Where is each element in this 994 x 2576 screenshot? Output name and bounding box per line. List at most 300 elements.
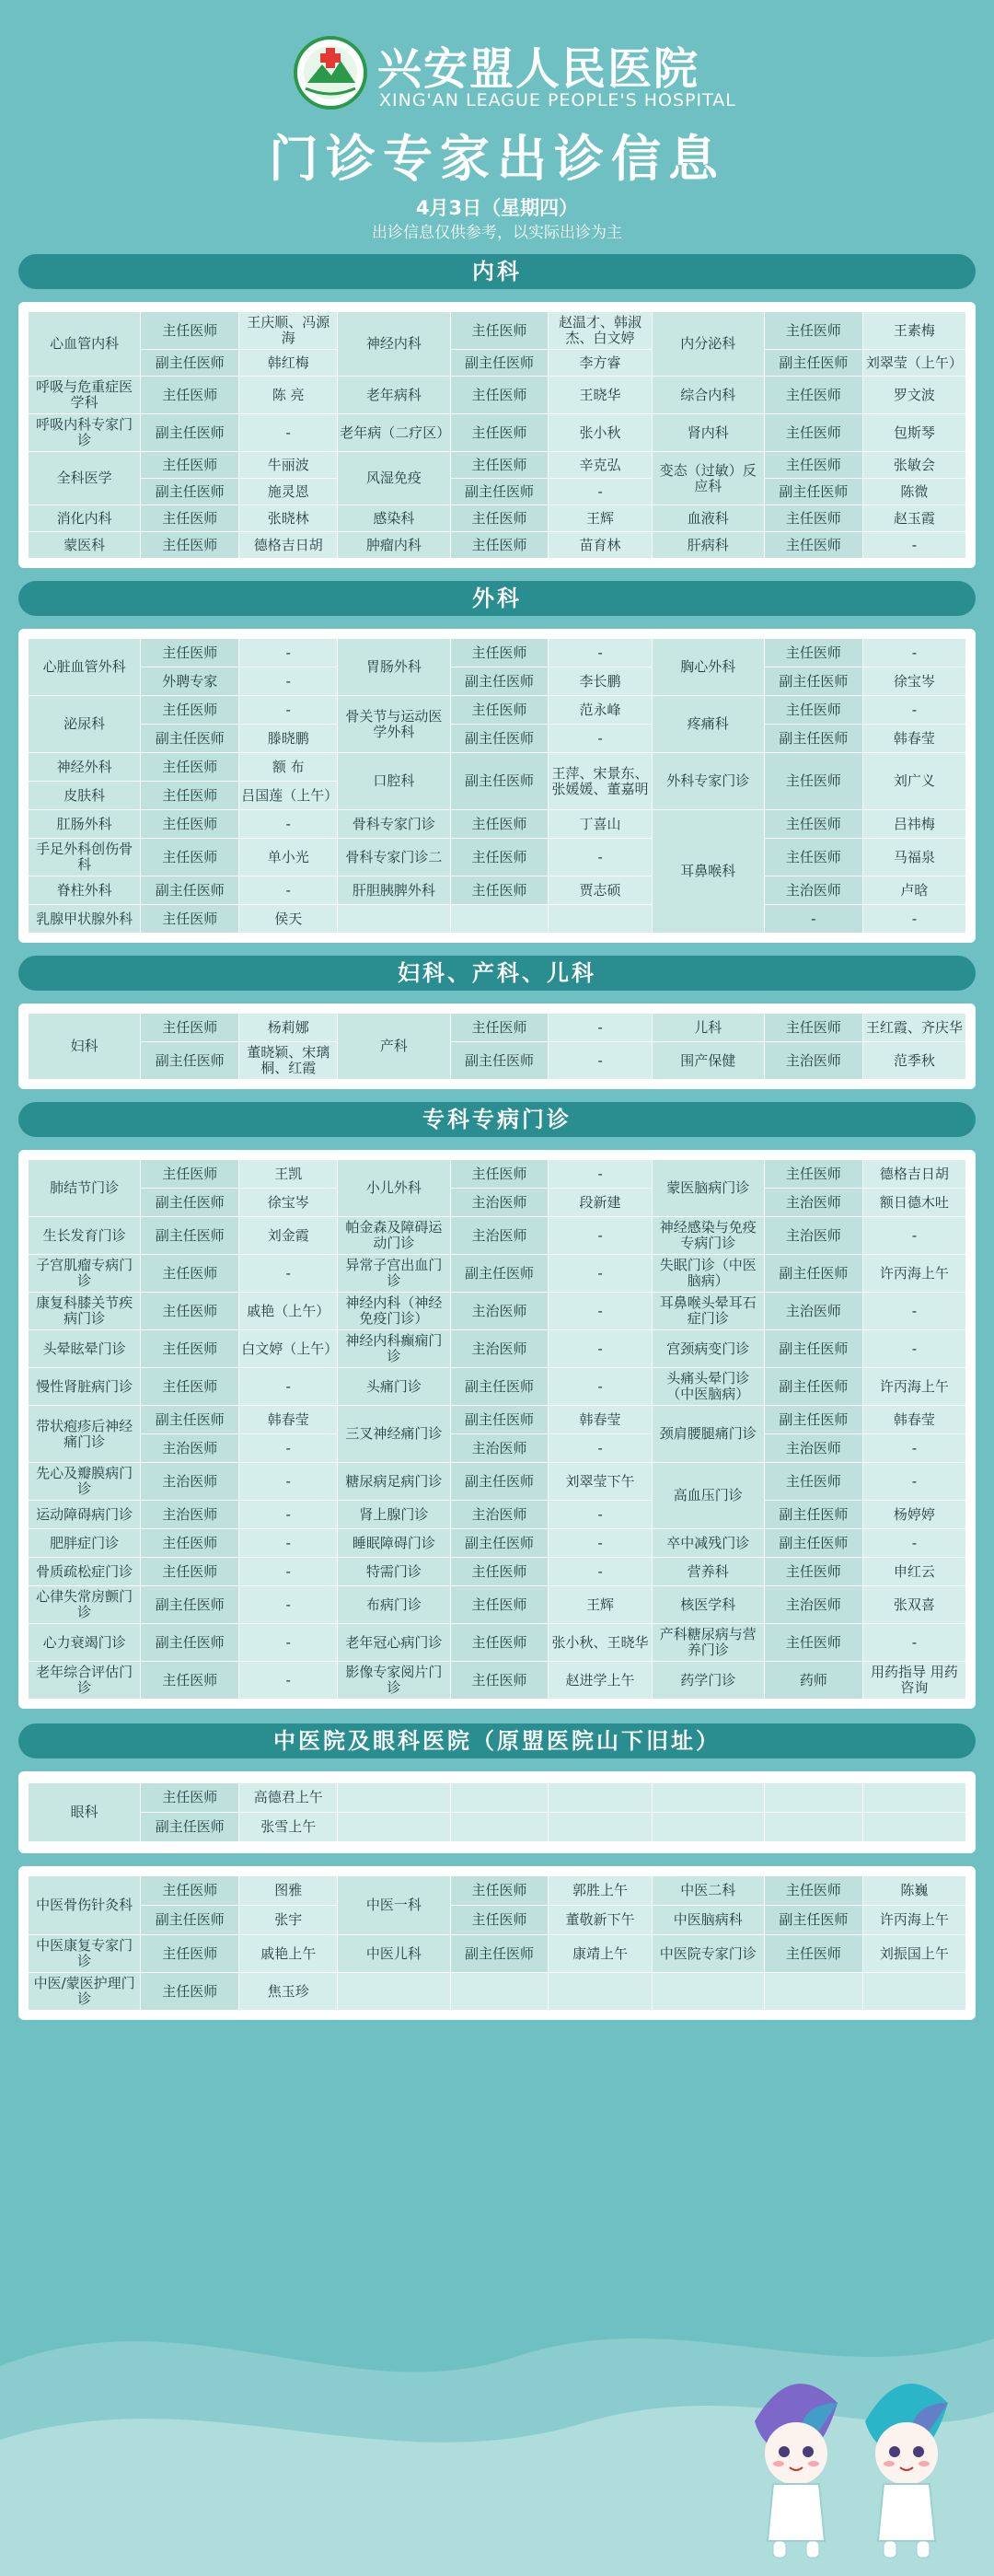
- doctor-title-cell: 主治医师: [450, 1501, 549, 1529]
- doctor-title-cell: 主任医师: [764, 377, 862, 414]
- doctor-title-cell: 主任医师: [141, 1014, 239, 1042]
- doctor-title-cell: 副主任医师: [450, 1042, 549, 1080]
- doctor-name-cell: -: [862, 1529, 965, 1558]
- doctor-title-cell: 主任医师: [450, 505, 549, 532]
- doctor-title-cell: 主治医师: [450, 1434, 549, 1463]
- doctor-name-cell: -: [239, 1463, 338, 1501]
- doctor-name-cell: -: [549, 725, 652, 753]
- department-cell: 中医脑病科: [652, 1906, 764, 1935]
- doctor-title-cell: 主任医师: [141, 1368, 239, 1406]
- doctor-title-cell: 副主任医师: [141, 725, 239, 753]
- department-cell: 老年综合评估门诊: [29, 1662, 141, 1700]
- doctor-title-cell: 主治医师: [764, 1217, 862, 1255]
- department-cell: 带状疱疹后神经痛门诊: [29, 1406, 141, 1463]
- doctor-title-cell: 主治医师: [764, 876, 862, 905]
- department-cell: 胸心外科: [652, 639, 764, 696]
- empty-cell: [450, 1973, 549, 2011]
- doctor-title-cell: 主任医师: [450, 452, 549, 479]
- doctor-name-cell: 张敏会: [862, 452, 965, 479]
- department-cell: 康复科膝关节疾病门诊: [29, 1293, 141, 1330]
- department-cell: 睡眠障碍门诊: [338, 1529, 450, 1558]
- department-cell: 肾内科: [652, 414, 764, 452]
- doctor-title-cell: 副主任医师: [141, 414, 239, 452]
- doctor-name-cell: -: [239, 1586, 338, 1624]
- table-row: [29, 725, 966, 753]
- doctor-name-cell: 韩春莹: [862, 1406, 965, 1434]
- doctor-name-cell: 张小秋: [549, 414, 652, 452]
- doctor-name-cell: 张双喜: [862, 1586, 965, 1624]
- doctor-title-cell: 主治医师: [450, 1293, 549, 1330]
- doctor-name-cell: 董敬新下午: [549, 1906, 652, 1935]
- department-cell: 药学门诊: [652, 1662, 764, 1700]
- doctor-title-cell: 主任医师: [450, 1624, 549, 1662]
- department-cell: 围产保健: [652, 1042, 764, 1080]
- section-title: 内科: [18, 254, 976, 289]
- department-cell: 骨科专家门诊: [338, 810, 450, 839]
- doctor-title-cell: 主任医师: [141, 505, 239, 532]
- doctor-name-cell: -: [549, 1217, 652, 1255]
- doctor-name-cell: 范季秋: [862, 1042, 965, 1080]
- doctor-name-cell: 包斯琴: [862, 414, 965, 452]
- doctor-title-cell: 主任医师: [450, 876, 549, 905]
- table-row: [29, 1935, 966, 1973]
- department-cell: 呼吸内科专家门诊: [29, 414, 141, 452]
- doctor-name-cell: 刘广义: [862, 753, 965, 810]
- department-cell: 头痛头晕门诊（中医脑病）: [652, 1368, 764, 1406]
- table-row: [29, 1330, 966, 1368]
- mascot-icon: [736, 2366, 966, 2569]
- table-row: [29, 377, 966, 414]
- doctor-name-cell: 卢晗: [862, 876, 965, 905]
- doctor-name-cell: -: [549, 639, 652, 667]
- doctor-title-cell: 副主任医师: [141, 350, 239, 377]
- department-cell: 神经内科癫痫门诊: [338, 1330, 450, 1368]
- table-row: [29, 839, 966, 876]
- department-cell: 头晕眩晕门诊: [29, 1330, 141, 1368]
- department-cell: 失眠门诊（中医脑病）: [652, 1255, 764, 1293]
- department-cell: 中医康复专家门诊: [29, 1935, 141, 1973]
- doctor-title-cell: 主治医师: [141, 1463, 239, 1501]
- doctor-title-cell: 主任医师: [764, 839, 862, 876]
- department-cell: 蒙医脑病门诊: [652, 1160, 764, 1217]
- doctor-name-cell: 辛克弘: [549, 452, 652, 479]
- department-cell: 口腔科: [338, 753, 450, 810]
- doctor-title-cell: 主任医师: [764, 414, 862, 452]
- doctor-title-cell: 主任医师: [764, 1160, 862, 1189]
- table-row: [29, 1217, 966, 1255]
- doctor-title-cell: 主任医师: [764, 810, 862, 839]
- doctor-name-cell: 王红霞、齐庆华: [862, 1014, 965, 1042]
- table-row: [29, 1624, 966, 1662]
- doctor-name-cell: 杨婷婷: [862, 1501, 965, 1529]
- doctor-name-cell: -: [862, 639, 965, 667]
- doctor-title-cell: 主任医师: [764, 1463, 862, 1501]
- doctor-name-cell: -: [549, 1014, 652, 1042]
- tcm-section: [18, 1723, 976, 2020]
- doctor-name-cell: -: [239, 1558, 338, 1586]
- department-cell: 肺结节门诊: [29, 1160, 141, 1217]
- table-row: [29, 1368, 966, 1406]
- doctor-title-cell: 主任医师: [141, 1255, 239, 1293]
- doctor-name-cell: -: [862, 1217, 965, 1255]
- doctor-title-cell: 副主任医师: [141, 1624, 239, 1662]
- doctor-name-cell: -: [549, 1293, 652, 1330]
- doctor-title-cell: 副主任医师: [764, 1906, 862, 1935]
- doctor-title-cell: 外聘专家: [141, 667, 239, 696]
- doctor-title-cell: 副主任医师: [450, 753, 549, 810]
- doctor-title-cell: 副主任医师: [450, 1529, 549, 1558]
- doctor-title-cell: 主治医师: [141, 1501, 239, 1529]
- department-cell: 皮肤科: [29, 782, 141, 810]
- table-row: [29, 1558, 966, 1586]
- department-cell: 布病门诊: [338, 1586, 450, 1624]
- doctor-name-cell: 高德君上午: [239, 1783, 338, 1813]
- doctor-name-cell: 王辉: [549, 505, 652, 532]
- empty-cell: [549, 1813, 652, 1842]
- department-cell: 耳鼻喉科: [652, 810, 764, 934]
- doctor-title-cell: 主任医师: [141, 1160, 239, 1189]
- table-row: [29, 532, 966, 559]
- doctor-name-cell: 用药指导 用药咨询: [862, 1662, 965, 1700]
- table-row: [29, 905, 966, 934]
- doctor-title-cell: 副主任医师: [764, 1330, 862, 1368]
- department-cell: 老年病（二疗区）: [338, 414, 450, 452]
- doctor-name-cell: -: [549, 1330, 652, 1368]
- doctor-title-cell: 副主任医师: [764, 1501, 862, 1529]
- doctor-name-cell: 罗文波: [862, 377, 965, 414]
- schedule-table-card: [18, 1150, 976, 1709]
- schedule-section: [18, 956, 976, 1089]
- doctor-title-cell: 主任医师: [450, 312, 549, 350]
- department-cell: 手足外科创伤骨科: [29, 839, 141, 876]
- empty-cell: [652, 1783, 764, 1813]
- department-cell: 肛肠外科: [29, 810, 141, 839]
- doctor-name-cell: -: [549, 839, 652, 876]
- doctor-name-cell: 牛丽波: [239, 452, 338, 479]
- doctor-title-cell: 副主任医师: [450, 350, 549, 377]
- doctor-name-cell: -: [239, 1501, 338, 1529]
- department-cell: 心律失常房颤门诊: [29, 1586, 141, 1624]
- doctor-name-cell: 刘金霞: [239, 1217, 338, 1255]
- department-cell: 骨科专家门诊二: [338, 839, 450, 876]
- schedule-table: [28, 311, 966, 559]
- doctor-title-cell: 副主任医师: [450, 479, 549, 505]
- doctor-title-cell: 主任医师: [450, 414, 549, 452]
- doctor-title-cell: 主任医师: [450, 639, 549, 667]
- table-row: [29, 1293, 966, 1330]
- department-cell: 特需门诊: [338, 1558, 450, 1586]
- doctor-title-cell: 主治医师: [764, 1293, 862, 1330]
- doctor-name-cell: -: [239, 1662, 338, 1700]
- schedule-table: [28, 1159, 966, 1700]
- table-row: [29, 639, 966, 667]
- empty-cell: [338, 1813, 450, 1842]
- table-row: [29, 1783, 966, 1813]
- table-row: [29, 312, 966, 350]
- doctor-title-cell: 主任医师: [141, 452, 239, 479]
- schedule-note: 出诊信息仅供参考，以实际出诊为主: [372, 224, 622, 242]
- department-cell: 先心及瓣膜病门诊: [29, 1463, 141, 1501]
- department-cell: 三叉神经痛门诊: [338, 1406, 450, 1463]
- department-cell: 颈肩腰腿痛门诊: [652, 1406, 764, 1463]
- eye-table-card: [18, 1771, 976, 1853]
- doctor-title-cell: 主任医师: [450, 1586, 549, 1624]
- doctor-name-cell: 许丙海上午: [862, 1368, 965, 1406]
- doctor-title-cell: 主任医师: [450, 839, 549, 876]
- doctor-name-cell: 许丙海上午: [862, 1906, 965, 1935]
- doctor-title-cell: 副主任医师: [141, 1813, 239, 1842]
- empty-cell: [338, 1783, 450, 1813]
- department-cell: 中医院专家门诊: [652, 1935, 764, 1973]
- doctor-name-cell: 戚艳上午: [239, 1935, 338, 1973]
- table-row: [29, 876, 966, 905]
- department-cell: 产科糖尿病与营养门诊: [652, 1624, 764, 1662]
- page-header: [0, 0, 994, 249]
- doctor-name-cell: 赵温才、韩淑杰、白文婷: [549, 312, 652, 350]
- empty-cell: [450, 905, 549, 934]
- doctor-name-cell: -: [239, 1624, 338, 1662]
- doctor-name-cell: 张雪上午: [239, 1813, 338, 1842]
- department-cell: 高血压门诊: [652, 1463, 764, 1529]
- doctor-title-cell: 主任医师: [764, 696, 862, 725]
- doctor-name-cell: 韩春莹: [862, 725, 965, 753]
- empty-cell: [764, 1813, 862, 1842]
- doctor-name-cell: 马福泉: [862, 839, 965, 876]
- doctor-title-cell: 主任医师: [141, 1529, 239, 1558]
- schedule-table-card: [18, 1004, 976, 1089]
- doctor-name-cell: -: [239, 1434, 338, 1463]
- doctor-title-cell: 主任医师: [141, 696, 239, 725]
- department-cell: 神经内科: [338, 312, 450, 377]
- empty-cell: [764, 1973, 862, 2011]
- doctor-name-cell: 吕祎梅: [862, 810, 965, 839]
- department-cell: 糖尿病足病门诊: [338, 1463, 450, 1501]
- hospital-name-cn: 兴安盟人民医院: [377, 43, 700, 95]
- empty-cell: [862, 1783, 965, 1813]
- department-cell: 肿瘤内科: [338, 532, 450, 559]
- doctor-name-cell: -: [239, 667, 338, 696]
- doctor-title-cell: 副主任医师: [764, 479, 862, 505]
- doctor-title-cell: 副主任医师: [764, 1255, 862, 1293]
- doctor-title-cell: 主治医师: [764, 1434, 862, 1463]
- doctor-name-cell: 韩春莹: [239, 1406, 338, 1434]
- doctor-name-cell: -: [239, 876, 338, 905]
- department-cell: 血液科: [652, 505, 764, 532]
- doctor-title-cell: 主治医师: [764, 1042, 862, 1080]
- table-row: [29, 1906, 966, 1935]
- doctor-title-cell: 主任医师: [764, 1876, 862, 1906]
- table-row: [29, 479, 966, 505]
- doctor-name-cell: 戚艳（上午）: [239, 1293, 338, 1330]
- table-row: [29, 1160, 966, 1189]
- doctor-name-cell: -: [239, 1368, 338, 1406]
- doctor-name-cell: 康靖上午: [549, 1935, 652, 1973]
- department-cell: 感染科: [338, 505, 450, 532]
- doctor-name-cell: 苗育林: [549, 532, 652, 559]
- table-row: [29, 1434, 966, 1463]
- table-row: [29, 667, 966, 696]
- doctor-title-cell: 主任医师: [141, 639, 239, 667]
- empty-cell: [862, 1973, 965, 2011]
- doctor-title-cell: 主任医师: [764, 1624, 862, 1662]
- department-cell: 中医一科: [338, 1876, 450, 1935]
- doctor-name-cell: 陈微: [862, 479, 965, 505]
- doctor-title-cell: 副主任医师: [141, 479, 239, 505]
- doctor-name-cell: 范永峰: [549, 696, 652, 725]
- empty-cell: [450, 1813, 549, 1842]
- doctor-name-cell: 杨莉娜: [239, 1014, 338, 1042]
- doctor-title-cell: 主任医师: [141, 1973, 239, 2011]
- doctor-title-cell: 副主任医师: [764, 1529, 862, 1558]
- department-cell: 运动障碍病门诊: [29, 1501, 141, 1529]
- doctor-title-cell: 主任医师: [141, 1330, 239, 1368]
- schedule-table-card: [18, 629, 976, 943]
- doctor-name-cell: -: [862, 1463, 965, 1501]
- department-cell: 老年病科: [338, 377, 450, 414]
- doctor-title-cell: 主治医师: [450, 1217, 549, 1255]
- doctor-title-cell: 副主任医师: [764, 350, 862, 377]
- schedule-table-card: [18, 302, 976, 568]
- doctor-name-cell: -: [549, 1042, 652, 1080]
- table-row: [29, 1586, 966, 1624]
- department-cell: 乳腺甲状腺外科: [29, 905, 141, 934]
- department-cell: 肥胖症门诊: [29, 1529, 141, 1558]
- department-cell: 骨质疏松症门诊: [29, 1558, 141, 1586]
- department-cell: 全科医学: [29, 452, 141, 505]
- department-cell: 帕金森及障碍运动门诊: [338, 1217, 450, 1255]
- doctor-title-cell: 主任医师: [450, 810, 549, 839]
- table-row: [29, 810, 966, 839]
- section-title: 外科: [18, 581, 976, 616]
- doctor-name-cell: 王辉: [549, 1586, 652, 1624]
- doctor-name-cell: 德格吉日胡: [239, 532, 338, 559]
- department-cell: 核医学科: [652, 1586, 764, 1624]
- doctor-title-cell: 主任医师: [450, 377, 549, 414]
- department-cell: 变态（过敏）反应科: [652, 452, 764, 505]
- schedule-date: 4月3日（星期四）: [415, 197, 579, 219]
- doctor-name-cell: -: [862, 1434, 965, 1463]
- doctor-name-cell: -: [549, 1160, 652, 1189]
- doctor-name-cell: -: [549, 1501, 652, 1529]
- doctor-title-cell: 主任医师: [141, 1876, 239, 1906]
- department-cell: 中医/蒙医护理门诊: [29, 1973, 141, 2011]
- schedule-section: [18, 581, 976, 943]
- doctor-title-cell: 副主任医师: [141, 1406, 239, 1434]
- doctor-title-cell: 副主任医师: [450, 1463, 549, 1501]
- doctor-name-cell: 刘翠莹下午: [549, 1463, 652, 1501]
- department-cell: 脊柱外科: [29, 876, 141, 905]
- doctor-title-cell: 副主任医师: [141, 876, 239, 905]
- doctor-title-cell: 主治医师: [764, 1586, 862, 1624]
- hospital-name-en: XING'AN LEAGUE PEOPLE'S HOSPITAL: [379, 90, 736, 110]
- doctor-title-cell: 主任医师: [764, 1935, 862, 1973]
- doctor-title-cell: 主任医师: [450, 696, 549, 725]
- doctor-name-cell: -: [549, 1529, 652, 1558]
- department-cell: 中医骨伤针灸科: [29, 1876, 141, 1935]
- doctor-title-cell: 主任医师: [764, 753, 862, 810]
- doctor-title-cell: 主任医师: [141, 1293, 239, 1330]
- tcm-table-card: [18, 1866, 976, 2020]
- doctor-name-cell: 徐宝岑: [239, 1189, 338, 1217]
- doctor-name-cell: -: [239, 414, 338, 452]
- department-cell: 外科专家门诊: [652, 753, 764, 810]
- doctor-title-cell: 主任医师: [450, 1160, 549, 1189]
- doctor-name-cell: -: [862, 532, 965, 559]
- department-cell: 神经感染与免疫专病门诊: [652, 1217, 764, 1255]
- department-cell: 泌尿科: [29, 696, 141, 753]
- doctor-name-cell: 郭胜上午: [549, 1876, 652, 1906]
- doctor-title-cell: 主任医师: [141, 753, 239, 782]
- doctor-name-cell: -: [549, 1368, 652, 1406]
- schedule-table: [28, 638, 966, 934]
- doctor-title-cell: 主任医师: [141, 1935, 239, 1973]
- doctor-title-cell: -: [764, 905, 862, 934]
- page-title: 门诊专家出诊信息: [269, 130, 725, 188]
- department-cell: 肝胆胰脾外科: [338, 876, 450, 905]
- doctor-title-cell: 副主任医师: [450, 667, 549, 696]
- doctor-name-cell: 李长鹏: [549, 667, 652, 696]
- doctor-title-cell: 主任医师: [141, 782, 239, 810]
- department-cell: 心力衰竭门诊: [29, 1624, 141, 1662]
- doctor-title-cell: 副主任医师: [450, 1255, 549, 1293]
- doctor-title-cell: 主任医师: [141, 1662, 239, 1700]
- doctor-name-cell: 张宇: [239, 1906, 338, 1935]
- doctor-name-cell: 额日德木吐: [862, 1189, 965, 1217]
- department-cell: 产科: [338, 1014, 450, 1080]
- department-cell: 肾上腺门诊: [338, 1501, 450, 1529]
- doctor-title-cell: 主治医师: [450, 1189, 549, 1217]
- doctor-title-cell: 主治医师: [141, 1434, 239, 1463]
- doctor-title-cell: 主任医师: [450, 1558, 549, 1586]
- doctor-title-cell: 副主任医师: [141, 1042, 239, 1080]
- doctor-name-cell: 张小秋、王晓华: [549, 1624, 652, 1662]
- doctor-title-cell: 副主任医师: [450, 725, 549, 753]
- doctor-title-cell: 主任医师: [450, 1876, 549, 1906]
- doctor-name-cell: -: [549, 1255, 652, 1293]
- doctor-title-cell: 副主任医师: [450, 1368, 549, 1406]
- doctor-name-cell: -: [862, 1293, 965, 1330]
- department-cell: 神经外科: [29, 753, 141, 782]
- department-cell: 中医儿科: [338, 1935, 450, 1973]
- table-row: [29, 753, 966, 782]
- doctor-title-cell: 副主任医师: [141, 1586, 239, 1624]
- table-row: [29, 1813, 966, 1842]
- tcm-schedule-table: [28, 1875, 966, 2011]
- doctor-title-cell: 副主任医师: [450, 1406, 549, 1434]
- doctor-title-cell: 副主任医师: [764, 725, 862, 753]
- doctor-title-cell: 副主任医师: [141, 1189, 239, 1217]
- doctor-name-cell: 张晓林: [239, 505, 338, 532]
- doctor-title-cell: 主任医师: [450, 532, 549, 559]
- department-cell: 中医二科: [652, 1876, 764, 1906]
- empty-cell: [764, 1783, 862, 1813]
- doctor-title-cell: 主治医师: [764, 1189, 862, 1217]
- table-row: [29, 1189, 966, 1217]
- doctor-name-cell: 段新建: [549, 1189, 652, 1217]
- doctor-name-cell: 刘翠莹（上午）: [862, 350, 965, 377]
- doctor-title-cell: 副主任医师: [764, 1406, 862, 1434]
- schedule-table: [28, 1013, 966, 1080]
- doctor-name-cell: 赵玉霞: [862, 505, 965, 532]
- doctor-name-cell: 吕国莲（上午）: [239, 782, 338, 810]
- table-row: [29, 1501, 966, 1529]
- doctor-title-cell: 药师: [764, 1662, 862, 1700]
- empty-cell: [549, 1783, 652, 1813]
- doctor-title-cell: 主任医师: [141, 1783, 239, 1813]
- doctor-name-cell: 董晓颖、宋璃桐、红霞: [239, 1042, 338, 1080]
- department-cell: 慢性肾脏病门诊: [29, 1368, 141, 1406]
- table-row: [29, 1042, 966, 1080]
